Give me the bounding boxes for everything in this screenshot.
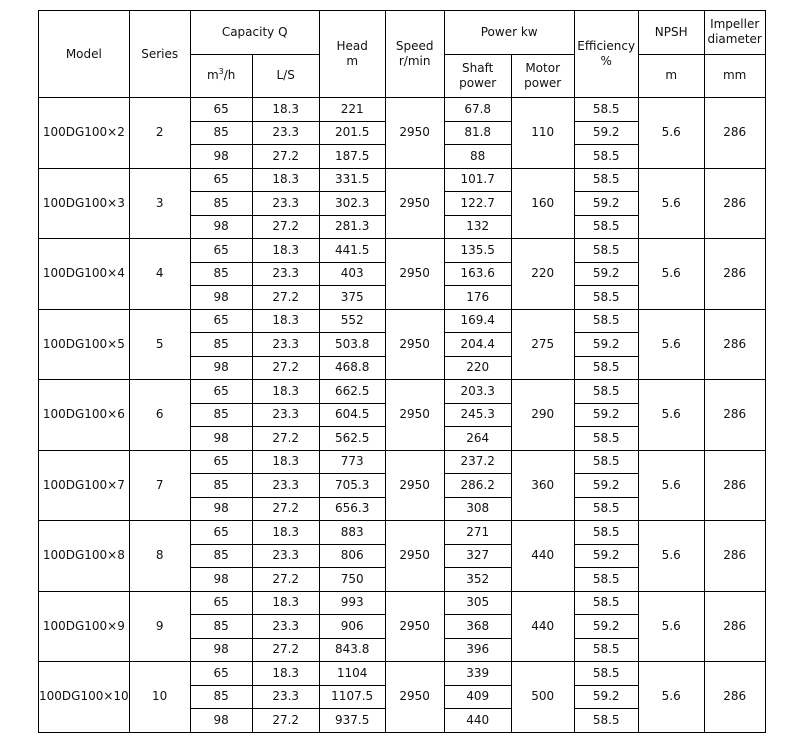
shaft-power-cell: 169.4 [444,309,511,333]
capacity-unit-ls: L/S [252,54,319,98]
impeller-cell: 286 [704,168,765,239]
model-cell: 100DG100×9 [39,591,130,662]
capacity-ls-cell: 23.3 [252,615,319,639]
speed-cell: 2950 [385,239,444,310]
head-cell: 302.3 [319,192,385,216]
series-cell: 2 [129,98,190,169]
efficiency-cell: 58.5 [574,286,638,310]
capacity-m3h-cell: 98 [190,356,252,380]
model-cell: 100DG100×7 [39,450,130,521]
capacity-m3h-cell: 85 [190,615,252,639]
capacity-ls-cell: 27.2 [252,568,319,592]
capacity-ls-cell: 18.3 [252,450,319,474]
capacity-ls-cell: 18.3 [252,309,319,333]
shaft-power-cell: 352 [444,568,511,592]
capacity-m3h-cell: 85 [190,121,252,145]
efficiency-title: Efficiency [577,39,636,53]
capacity-m3h-cell: 65 [190,662,252,686]
motor-power-cell: 275 [511,309,574,380]
shaft-power-cell: 264 [444,427,511,451]
head-cell: 1104 [319,662,385,686]
head-cell: 187.5 [319,145,385,169]
motor-power-cell: 160 [511,168,574,239]
shaft-power-cell: 67.8 [444,98,511,122]
efficiency-cell: 58.5 [574,215,638,239]
head-cell: 503.8 [319,333,385,357]
head-header [319,11,385,98]
efficiency-cell: 58.5 [574,662,638,686]
npsh-cell: 5.6 [638,591,704,662]
head-cell: 441.5 [319,239,385,263]
motor-power-line1: Motor [525,60,561,75]
capacity-ls-cell: 23.3 [252,685,319,709]
head-title: Head [336,39,368,53]
series-cell: 3 [129,168,190,239]
efficiency-cell: 58.5 [574,521,638,545]
shaft-power-cell: 163.6 [444,262,511,286]
capacity-ls-cell: 27.2 [252,497,319,521]
motor-power-header [511,54,574,98]
npsh-cell: 5.6 [638,450,704,521]
motor-power-cell: 440 [511,591,574,662]
capacity-ls-cell: 23.3 [252,262,319,286]
capacity-m3h-cell: 65 [190,521,252,545]
capacity-ls-cell: 18.3 [252,168,319,192]
shaft-power-cell: 396 [444,638,511,662]
capacity-m3h-cell: 85 [190,403,252,427]
capacity-m3h-cell: 98 [190,215,252,239]
capacity-m3h-cell: 85 [190,685,252,709]
shaft-power-cell: 305 [444,591,511,615]
capacity-ls-cell: 27.2 [252,356,319,380]
model-cell: 100DG100×5 [39,309,130,380]
speed-cell: 2950 [385,168,444,239]
capacity-m3h-cell: 85 [190,474,252,498]
shaft-power-cell: 135.5 [444,239,511,263]
capacity-m3h-cell: 65 [190,450,252,474]
head-cell: 1107.5 [319,685,385,709]
capacity-header: Capacity Q [190,11,319,55]
npsh-cell: 5.6 [638,662,704,733]
speed-cell: 2950 [385,591,444,662]
capacity-ls-cell: 18.3 [252,591,319,615]
npsh-cell: 5.6 [638,239,704,310]
pump-spec-table [38,10,766,733]
efficiency-cell: 58.5 [574,380,638,404]
efficiency-cell: 58.5 [574,309,638,333]
capacity-m3h-cell: 85 [190,262,252,286]
motor-power-line2: power [524,75,562,90]
motor-power-cell: 290 [511,380,574,451]
speed-title: Speed [395,39,434,53]
capacity-ls-cell: 23.3 [252,544,319,568]
table-row [39,98,766,122]
efficiency-cell: 58.5 [574,591,638,615]
capacity-m3h-cell: 85 [190,333,252,357]
capacity-m3h-cell: 98 [190,427,252,451]
speed-cell: 2950 [385,98,444,169]
table-row [39,662,766,686]
speed-header [385,11,444,98]
efficiency-cell: 58.5 [574,709,638,733]
speed-cell: 2950 [385,521,444,592]
impeller-cell: 286 [704,450,765,521]
capacity-ls-cell: 23.3 [252,403,319,427]
capacity-ls-cell: 18.3 [252,98,319,122]
efficiency-cell: 59.2 [574,192,638,216]
speed-cell: 2950 [385,380,444,451]
model-cell: 100DG100×8 [39,521,130,592]
capacity-ls-cell: 27.2 [252,215,319,239]
efficiency-cell: 58.5 [574,145,638,169]
head-cell: 656.3 [319,497,385,521]
model-cell: 100DG100×4 [39,239,130,310]
npsh-cell: 5.6 [638,380,704,451]
efficiency-cell: 58.5 [574,638,638,662]
efficiency-unit: % [600,54,612,68]
impeller-title-line1: Impeller [710,17,760,32]
series-cell: 6 [129,380,190,451]
table-row [39,380,766,404]
shaft-power-cell: 368 [444,615,511,639]
head-cell: 843.8 [319,638,385,662]
efficiency-cell: 58.5 [574,356,638,380]
efficiency-header [574,11,638,98]
table-row [39,239,766,263]
head-cell: 883 [319,521,385,545]
shaft-power-cell: 245.3 [444,403,511,427]
speed-cell: 2950 [385,450,444,521]
series-cell: 10 [129,662,190,733]
table-header [39,11,766,98]
capacity-m3h-cell: 98 [190,638,252,662]
table-row [39,168,766,192]
table-row [39,450,766,474]
capacity-m3h-cell: 85 [190,192,252,216]
npsh-cell: 5.6 [638,168,704,239]
impeller-cell: 286 [704,591,765,662]
speed-cell: 2950 [385,309,444,380]
impeller-cell: 286 [704,239,765,310]
shaft-power-cell: 88 [444,145,511,169]
capacity-ls-cell: 27.2 [252,286,319,310]
npsh-cell: 5.6 [638,521,704,592]
model-header: Model [39,11,130,98]
impeller-title-line2: diameter [707,32,762,47]
shaft-power-cell: 327 [444,544,511,568]
impeller-header [704,11,765,55]
efficiency-cell: 59.2 [574,262,638,286]
shaft-power-line2: power [459,75,497,90]
efficiency-cell: 58.5 [574,497,638,521]
efficiency-cell: 58.5 [574,427,638,451]
model-cell: 100DG100×10 [39,662,130,733]
head-cell: 552 [319,309,385,333]
head-cell: 750 [319,568,385,592]
capacity-ls-cell: 18.3 [252,521,319,545]
shaft-power-cell: 122.7 [444,192,511,216]
npsh-cell: 5.6 [638,309,704,380]
capacity-m3h-cell: 98 [190,145,252,169]
capacity-ls-cell: 27.2 [252,638,319,662]
capacity-ls-cell: 18.3 [252,662,319,686]
efficiency-cell: 59.2 [574,685,638,709]
capacity-m3h-cell: 85 [190,544,252,568]
shaft-power-cell: 271 [444,521,511,545]
capacity-m3h-cell: 65 [190,591,252,615]
head-cell: 993 [319,591,385,615]
motor-power-cell: 500 [511,662,574,733]
capacity-m3h-cell: 65 [190,168,252,192]
impeller-cell: 286 [704,309,765,380]
shaft-power-cell: 237.2 [444,450,511,474]
table-row [39,521,766,545]
capacity-ls-cell: 23.3 [252,333,319,357]
shaft-power-cell: 308 [444,497,511,521]
head-cell: 773 [319,450,385,474]
capacity-ls-cell: 27.2 [252,709,319,733]
efficiency-cell: 58.5 [574,239,638,263]
capacity-m3h-cell: 98 [190,497,252,521]
capacity-ls-cell: 23.3 [252,121,319,145]
capacity-m3h-cell: 65 [190,380,252,404]
shaft-power-cell: 339 [444,662,511,686]
capacity-ls-cell: 18.3 [252,239,319,263]
head-cell: 705.3 [319,474,385,498]
table-row [39,309,766,333]
power-header: Power kw [444,11,574,55]
shaft-power-cell: 440 [444,709,511,733]
shaft-power-cell: 204.4 [444,333,511,357]
efficiency-cell: 58.5 [574,98,638,122]
head-cell: 375 [319,286,385,310]
capacity-m3h-cell: 65 [190,239,252,263]
shaft-power-cell: 203.3 [444,380,511,404]
head-cell: 281.3 [319,215,385,239]
shaft-power-line1: Shaft [462,60,494,75]
head-cell: 331.5 [319,168,385,192]
impeller-cell: 286 [704,98,765,169]
shaft-power-cell: 220 [444,356,511,380]
impeller-cell: 286 [704,662,765,733]
head-cell: 221 [319,98,385,122]
shaft-power-cell: 81.8 [444,121,511,145]
series-cell: 8 [129,521,190,592]
efficiency-cell: 59.2 [574,615,638,639]
head-cell: 468.8 [319,356,385,380]
series-cell: 7 [129,450,190,521]
head-cell: 906 [319,615,385,639]
head-cell: 403 [319,262,385,286]
shaft-power-cell: 101.7 [444,168,511,192]
capacity-ls-cell: 27.2 [252,427,319,451]
efficiency-cell: 59.2 [574,544,638,568]
head-cell: 201.5 [319,121,385,145]
npsh-unit: m [638,54,704,98]
capacity-ls-cell: 27.2 [252,145,319,169]
impeller-cell: 286 [704,380,765,451]
table-row [39,591,766,615]
head-cell: 562.5 [319,427,385,451]
shaft-power-header [444,54,511,98]
capacity-m3h-cell: 98 [190,568,252,592]
head-cell: 604.5 [319,403,385,427]
table-body [39,98,766,733]
impeller-unit: mm [704,54,765,98]
efficiency-cell: 59.2 [574,333,638,357]
capacity-unit-m3h: $m^3/h$ [190,54,252,98]
npsh-cell: 5.6 [638,98,704,169]
shaft-power-cell: 286.2 [444,474,511,498]
efficiency-cell: 58.5 [574,450,638,474]
capacity-m3h-cell: 65 [190,98,252,122]
capacity-ls-cell: 23.3 [252,192,319,216]
head-cell: 806 [319,544,385,568]
efficiency-cell: 59.2 [574,474,638,498]
head-cell: 937.5 [319,709,385,733]
impeller-cell: 286 [704,521,765,592]
head-cell: 662.5 [319,380,385,404]
motor-power-cell: 360 [511,450,574,521]
series-cell: 9 [129,591,190,662]
model-cell: 100DG100×3 [39,168,130,239]
series-cell: 5 [129,309,190,380]
model-cell: 100DG100×2 [39,98,130,169]
speed-cell: 2950 [385,662,444,733]
motor-power-cell: 220 [511,239,574,310]
shaft-power-cell: 409 [444,685,511,709]
shaft-power-cell: 132 [444,215,511,239]
efficiency-cell: 59.2 [574,121,638,145]
motor-power-cell: 110 [511,98,574,169]
capacity-ls-cell: 23.3 [252,474,319,498]
npsh-header: NPSH [638,11,704,55]
series-header: Series [129,11,190,98]
efficiency-cell: 58.5 [574,168,638,192]
capacity-m3h-cell: 98 [190,709,252,733]
capacity-ls-cell: 18.3 [252,380,319,404]
capacity-m3h-cell: 65 [190,309,252,333]
speed-unit: r/min [398,54,431,68]
model-cell: 100DG100×6 [39,380,130,451]
capacity-m3h-cell: 98 [190,286,252,310]
head-unit: m [346,54,359,68]
efficiency-cell: 59.2 [574,403,638,427]
motor-power-cell: 440 [511,521,574,592]
series-cell: 4 [129,239,190,310]
efficiency-cell: 58.5 [574,568,638,592]
shaft-power-cell: 176 [444,286,511,310]
